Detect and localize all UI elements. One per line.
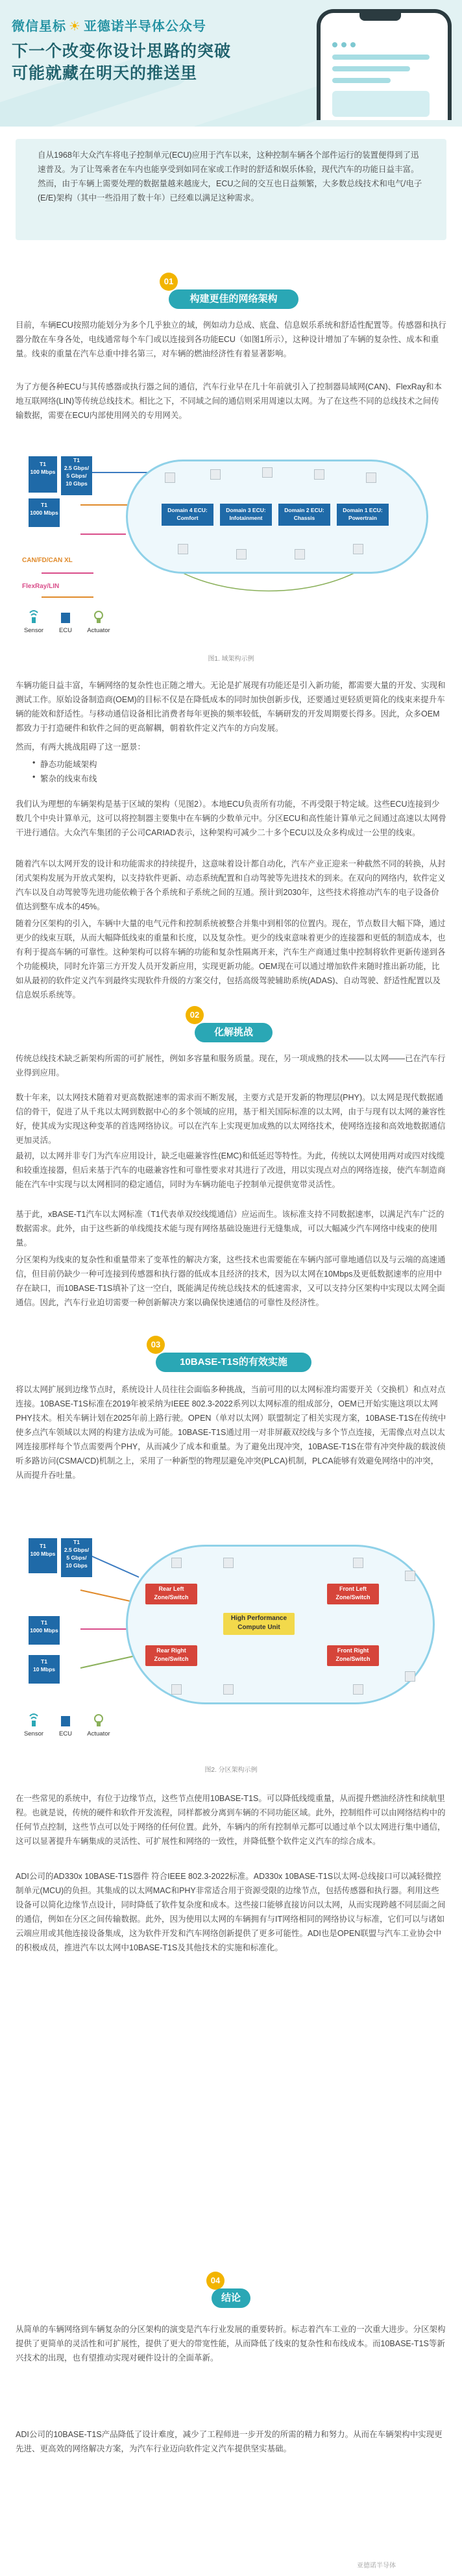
section-4-title: 结论 (212, 2288, 250, 2308)
header-title-line1: 下一个改变你设计思路的突破 (12, 42, 232, 60)
s1-paragraph-1: 目前，车辆ECU按照功能划分为多个几乎独立的域，例如动力总成、底盘、信息娱乐系统和舒适性配置等。传感器和执行器分散在车身各处，电线通常每个车门或以连接到各功能ECU（如图1所示），这种设计增加了车辆的复杂性、成本和重量。线束的重量在汽车总重中排名第三，对车辆的燃油经济性有着显著影响。 (16, 321, 446, 358)
s1-paragraph-2: 为了方便各种ECU与其传感器或执行器之间的通信，汽车行业早在几十年前就引入了控制器局域网(CAN)、FlexRay和本地互联网络(LIN)等传统总线技术。相比之下，不同域之间的通信则采用周速以太网。为了在这些不同的总线技术之间传输数据，需要在ECU内部使用网关的专用网关。 (16, 382, 442, 420)
legend-actuator-label: Actuator (87, 1730, 110, 1737)
sensor-icon (27, 1713, 40, 1728)
s1-paragraph-5: 我们认为理想的车辆架构是基于区域的架构（见图2）。本地ECU负责所有功能，不再受限于特定域。这些ECU连接到少数几个中央计算单元，这可以将控制器主要集中在车辆的少数单元中。分区ECU和高性能计算单元之间通过高速以太网骨干进行通信。大众汽车集团的子公司CARIAD表示，这种架构可减少二十多个ECU以及众多构成过一公里的线束。 (16, 800, 446, 837)
node-chip (178, 544, 188, 554)
domain-1-powertrain: Domain 1 ECU: Powertrain (337, 504, 389, 526)
brand-left: 微信星标 (12, 19, 66, 34)
node-chip (353, 1684, 363, 1695)
s2-paragraph-4: 基于此，xBASE-T1汽车以太网标准（T1代表单双绞线缆通信）应运而生。该标准支持不同数据速率，以满足汽车广泛的数据需求。此外，由于这些新的单线缆技术能与现有网络基础设施进行无缝集成，可以大幅减少汽车网络中线束的使用量。 (16, 1210, 444, 1247)
node-chip (165, 472, 175, 483)
eth-t1-10mbps: T1 10 Mbps (29, 1655, 60, 1684)
domain-3-infotainment: Domain 3 ECU: Infotainment (220, 504, 272, 526)
section-2-header (0, 1006, 462, 1057)
node-chip (223, 1684, 234, 1695)
s4-paragraph-1: 从简单的车辆网络到车辆复杂的分区架构的演变是汽车行业发展的重要转折。标志着汽车工业的一次重大进步。分区架构提供了更简单的灵活性和可扩展性，提供了更大的带宽性能，从而降低了线束的复杂性和布线成本。而10BASE-T1S等新兴技术的出现，也有望推动实现对硬件设计的全面革新。 (16, 2325, 446, 2362)
intro-box (16, 139, 446, 240)
section-3-title: 10BASE-T1S的有效实施 (156, 1353, 311, 1372)
legend-ecu-label: ECU (58, 627, 73, 634)
node-chip (353, 1558, 363, 1568)
s2-paragraph-1: 传统总线技术缺乏新架构所需的可扩展性，例如多容量和服务质量。现在，另一项成熟的技术——以太网——已在汽车行业得到应用。 (16, 1054, 446, 1077)
legend-sensor-label: Sensor (23, 627, 44, 634)
node-chip (366, 472, 376, 483)
node-chip (171, 1684, 182, 1695)
bullet-1: • 静态功能域架构 (40, 758, 97, 770)
brand-right: 亚德诺半导体公众号 (83, 19, 206, 34)
s1-paragraph-6: 随着汽车以太网开发的设计和功能需求的持续提升，这意味着设计都自动化，汽车产业正迎来一种截然不同的转换，从封闭式架构发展为开放式架构，以支持软件更新、动态系统配置和自动驾驶等先进技术的到来。在双向的网络内，软件定义汽车以及自动驾驶等先进功能依赖于各个系统和子系统之间的互通。预计到2030年，这些技术将推动汽车的电子设备价值达到整车成本的45%。 (16, 859, 446, 911)
s1-paragraph-4: 然而，有两大挑战阻碍了这一愿景： (16, 742, 146, 752)
ethernet-t1-100mbps: T1 100 Mbps (29, 456, 57, 493)
figure-1-domain-architecture (16, 434, 446, 667)
s2-paragraph-3: 最初，以太网并非专门为汽车应用设计，缺乏电磁兼容性(EMC)和低延迟等特性。为此，传统以太网使用两对或四对线缆和较重连接器，但后来基于汽车的电磁兼容性和可靠性要求对其进行了改进，用以实现点对点的网络连接，使汽车制造商能在汽车中实现与以太网相同的稳定通信，同时为车辆功能电子控制单元提供宽带灵活性。 (16, 1151, 446, 1189)
phone-illustration (317, 9, 452, 120)
s2-paragraph-5: 分区架构为线束的复杂性和重量带来了变革性的解决方案，这些技术也需要能在车辆内部可靠地通信以及与云端的高速通信，但目前仍缺少一种可连接到传感器和执行器的低成本且经济的技术，因为以太网在10Mbps及更低数据速率的应用中存在缺口，而10BASE-T1S填补了这一空白，既能满足传统总线技术的低速需求，又可以支持分区架构中实现以太网全面通信。因此，汽车行业迫切需要一种创新解决方案以确保快速通信的可靠性及经济性。 (16, 1255, 446, 1307)
actuator-icon (92, 610, 105, 624)
node-chip (314, 469, 324, 480)
s1-paragraph-3: 车辆功能日益丰富，车辆网络的复杂性也正随之增大。无论是扩展现有功能还是引入新功能，都需要大量的开发、实现和测试工作。原始设备制造商(OEM)的目标不仅是在降低成本的同时加快创新步伐，还要通过更轻质更简化的线束来提升车辆的能效和舒适性。与移动通信设备相比消费者每年更换的频率较低，车辆研发的开发周期要长得多。因此，众多OEM都致力于打造硬件和软件之间的更高解耦，朝着软件定义汽车的方向发展。 (16, 681, 446, 733)
ethernet-t1-multigig: T1 2.5 Gbps/ 5 Gbps/ 10 Gbps (61, 456, 92, 495)
eth-t1-1000mbps: T1 1000 Mbps (29, 1616, 60, 1645)
header-title-line2: 可能就藏在明天的推送里 (12, 64, 198, 82)
figure-2-zonal-architecture (16, 1519, 446, 1778)
header-title (12, 40, 291, 84)
eth-t1-100mbps: T1 100 Mbps (29, 1538, 57, 1573)
s2-paragraph-2: 数十年来，以太网技术随着对更高数据速率的需求而不断发展，主要方式是开发新的物理层(PHY)。以太网是现代数据通信的骨干，促进了从千兆以太网到数据中心的多个领域的应用，基于相关国际标准的以太网，由于与现有以太网的兼容性好，使其成为实现这种变革的首选网络协议。可以在汽车上实现更加成熟的以太网络技术，使网络连接和高效地数据通信更加灵活。 (16, 1093, 446, 1145)
section-1-header (0, 273, 462, 323)
s3-paragraph-3: ADI公司的AD330x 10BASE-T1S器件 符合IEEE 802.3-2022标准。AD330x 10BASE-T1S以太网-总线接口可以减轻微控制单元(MCU)的负担。其集成的以太网MAC和PHY非常适合用于资源受限的边缘节点，包括传感器和执行器。利用这些设备可以简化边缘节点设计，同时降低了软件复杂度和成本。这些接口能够直接访问以太网，从而实现跨越不同层面之间的通信，例如在分区之间传输数据。此外，因为使用以太网的车辆拥有与IT网络相同的网络协议与标准，它们可以与诸如云端应用或其他连接设备集成，这为软件开发和汽车网络创新提供了更多可能性。ADI也是OPEN联盟与汽车工业协会中的积极成员，推进汽车以太网中10BASE-T1S及其他技术的实施和标准化。 (16, 1872, 446, 1952)
node-chip (295, 549, 305, 559)
header-banner (0, 0, 462, 127)
node-chip (353, 544, 363, 554)
s3-paragraph-1: 将以太网扩展到边缘节点时，系统设计人员往往会面临多种挑战，当前可用的以太网标准均需要开关（交换机）和点对点连接。10BASE-T1S标准在2019年被采纳为IEEE 802.3-2022系列以太网标准的组成部分，OEM已开始实施这项以太网PHY技术。相关车辆计划在2025年前上路行驶。OPEN（单对以太网）联盟制定了相关实现方案，10BASE-T1S在传统中使多点汽车领域以太网的构建方法成为可能。10BASE-T1S通过用一对非屏蔽双绞线与多个节点连接，无需像点对点以太网连接那样每个节点需要两个PHY，从而减少了成本和重量。为了避免出现冲突，10BASE-T1S在带有冲突仲裁的载波侦听多路访问(CSMA/CD)机制之上，采用了一种新型的物理层避免冲突(PLCA)机制，PLCA能够有效避免网络中的冲突，从而提升吞吐量。 (16, 1385, 446, 1480)
s1-paragraph-7: 随着分区架构的引入，车辆中大量的电气元件和控制系统被整合并集中到相邻的位置内。现在，节点数目大幅下降，通过更少的线束互联，从而大幅降低线束的重量和长度，以及复杂性。更少的线束意味着更少的连接器和更低的制造成本，也有利于提高车辆的可靠性。这种架构可以将车辆的功能和复杂性隔离开来，汽车生产商通过集中控制将软件更新传递到各个功能模块，同时允许第三方开发人员开发新应用，实现更新功能。OEM现在可以通过增加软件来随时推出新功能，比如从最初的软件定义汽车到最终实现软件升级的方案交付，包括高级驾驶辅助系统(ADAS)、自动驾驶、舒适性配置以及信息娱乐系统等。 (16, 919, 446, 1000)
node-chip (223, 1558, 234, 1568)
node-chip (405, 1571, 415, 1581)
node-chip (262, 467, 273, 478)
section-4-number: 04 (206, 2272, 225, 2290)
s4-paragraph-2: ADI公司的10BASE-T1S产品降低了设计难度，减少了工程师进一步开发的所需的精力和努力。从而在车辆架构中实现更先进、更高效的网络解决方案，为汽车行业迈向软件定义汽车提供坚实基础。 (16, 2430, 443, 2453)
ethernet-t1-1000mbps: T1 1000 Mbps (29, 498, 60, 527)
node-chip (171, 1558, 182, 1568)
ecu-icon (60, 611, 71, 624)
high-performance-compute-unit: High Performance Compute Unit (223, 1613, 295, 1635)
legend-sensor-label: Sensor (23, 1730, 44, 1737)
section-2-number: 02 (186, 1006, 204, 1024)
domain-2-chassis: Domain 2 ECU: Chassis (278, 504, 330, 526)
node-chip (236, 549, 247, 559)
s3-paragraph-2: 在一些常见的系统中，有位于边缘节点，这些节点使用10BASE-T1S。可以降低线缆重量，从而提升燃油经济性和续航里程。也就是说，传统的硬件和软件开发流程，同样都被分离到车辆的不同功能区域。此外，控制组件可以由网络结构中的任何节点控制，这些节点可以处于网络的任何位置。此外，车辆内的所有控制单元都可以通过单个以太网进行集中通信，这可以显著提升车辆集成的灵活性、可扩展性和网络的一致性，并降低整个软件定义汽车的综合成本。 (16, 1794, 446, 1846)
sun-icon: ☀ (69, 19, 81, 34)
header-brand (12, 16, 206, 34)
intro-text: 自从1968年大众汽车将电子控制单元(ECU)应用于汽车以来，这种控制车辆各个部件运行的装置便得到了迅速普及。为了让驾乘者在车内也能享受到如同在家或工作时的舒适和娱乐体验，现代汽车的功能日益丰富。然而，由于车辆上需要处理的数据量越来越庞大，ECU之间的交互也日益频繁，大多数总线技术和电气/电子(E/E)架构（其中一些沿用了数十年）已经难以满足这种需求。 (38, 151, 422, 202)
node-chip (405, 1671, 415, 1682)
sensor-icon (27, 610, 40, 624)
can-label: CAN/FD/CAN XL (22, 557, 73, 564)
section-2-title: 化解挑战 (195, 1023, 273, 1042)
zone-rear-right: Rear Right Zone/Switch (145, 1645, 197, 1666)
footer-source: 亚德诺半导体 (357, 2562, 396, 2570)
flexray-label: FlexRay/LIN (22, 583, 60, 590)
actuator-icon (92, 1713, 105, 1728)
section-1-title: 构建更佳的网络架构 (169, 289, 298, 309)
zone-front-left: Front Left Zone/Switch (327, 1584, 379, 1604)
ecu-icon (60, 1715, 71, 1728)
domain-4-comfort: Domain 4 ECU: Comfort (162, 504, 213, 526)
figure-1-caption: 图1. 域架构示例 (208, 656, 254, 663)
zone-front-right: Front Right Zone/Switch (327, 1645, 379, 1666)
zone-rear-left: Rear Left Zone/Switch (145, 1584, 197, 1604)
eth-t1-multigig: T1 2.5 Gbps/ 5 Gbps/ 10 Gbps (61, 1538, 92, 1577)
bullet-2: • 繁杂的线束布线 (40, 772, 97, 784)
section-3-header (0, 1336, 462, 1386)
section-3-number: 03 (147, 1336, 165, 1354)
node-chip (210, 469, 221, 480)
figure-2-caption: 图2. 分区架构示例 (204, 1767, 258, 1774)
section-1-number: 01 (160, 273, 178, 291)
legend-actuator-label: Actuator (87, 627, 110, 634)
legend-ecu-label: ECU (58, 1730, 73, 1737)
section-4-header (0, 2272, 462, 2322)
